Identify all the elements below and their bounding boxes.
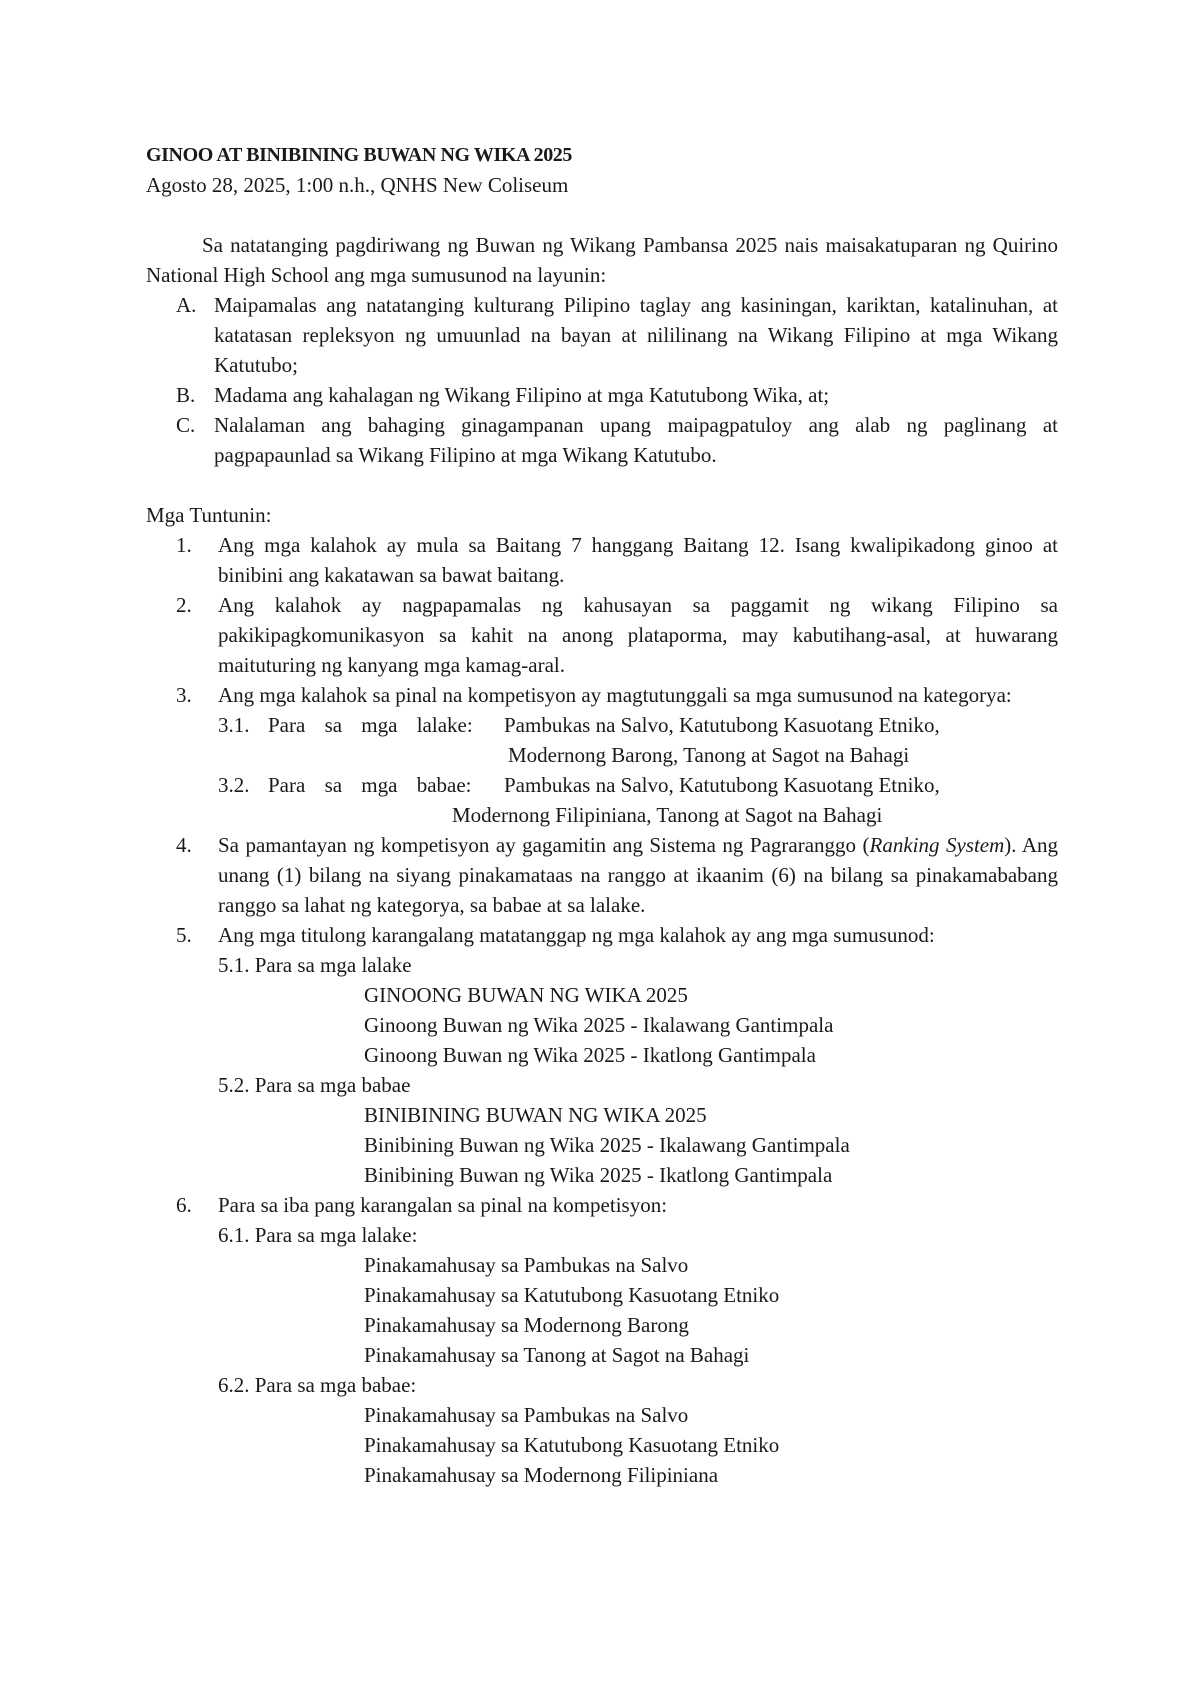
document-page [146, 140, 1058, 1490]
rule-text [218, 830, 1058, 920]
title-group-label: 5.1. Para sa mga lalake [218, 953, 412, 977]
objective-text: Nalalaman ang bahaging ginagampanan upang maipagpatuloy ang alab ng paglinang at pagpapaunlad sa Wikang Filipino at mga Wikang Katutubo. [214, 413, 1058, 467]
special-award-group [218, 1370, 1058, 1490]
award-title: GINOONG BUWAN NG WIKA 2025 [364, 983, 688, 1007]
rule-marker: 1. [176, 533, 192, 557]
category-events: Pambukas na Salvo, Katutubong Kasuotang Etniko, [504, 713, 940, 737]
rule-marker: 4. [176, 833, 192, 857]
rule-text: Ang mga titulong karangalang matatanggap ng mga kalahok ay ang mga sumusunod: [218, 923, 935, 947]
objective-text: Madama ang kahalagan ng Wikang Filipino at mga Katutubong Wika, at; [214, 383, 830, 407]
rule-text-end: ). Ang unang (1) bilang na siyang pinakamataas na ranggo at ikaanim (6) na bilang sa pinakamababang ranggo sa lahat ng kategorya, sa babae at sa lalake. [218, 833, 1059, 917]
award-title: Binibining Buwan ng Wika 2025 - Ikalawang Gantimpala [364, 1133, 850, 1157]
special-award-group-label: 6.1. Para sa mga lalake: [218, 1223, 418, 1247]
title-group [218, 1070, 1058, 1190]
objective-text: Maipamalas ang natatanging kulturang Pilipino taglay ang kasiningan, kariktan, katalinuhan, at katatasan repleksyon ng umuunlad na bayan at nililinang na Wikang Filipino at mga Wikang Katutubo; [214, 293, 1058, 377]
objective-marker: B. [176, 383, 196, 407]
category-item [218, 770, 1058, 830]
rule-marker: 2. [176, 593, 192, 617]
category-label: Para sa mga babae: [268, 773, 472, 797]
rule-item [176, 1190, 1058, 1220]
event-details: Agosto 28, 2025, 1:00 n.h., QNHS New Coliseum [146, 173, 569, 197]
rule-text: Ang mga kalahok sa pinal na kompetisyon ay magtutunggali sa mga sumusunod na kategorya: [218, 683, 1012, 707]
special-award: Pinakamahusay sa Tanong at Sagot na Bahagi [364, 1343, 750, 1367]
rule-text: Para sa iba pang karangalan sa pinal na kompetisyon: [218, 1193, 668, 1217]
rules-heading: Mga Tuntunin: [146, 503, 272, 527]
rule-item [176, 590, 1058, 680]
special-award-group-label: 6.2. Para sa mga babae: [218, 1373, 417, 1397]
category-events-continued: Modernong Barong, Tanong at Sagot na Bahagi [508, 743, 910, 767]
rule-marker: 3. [176, 683, 192, 707]
special-award: Pinakamahusay sa Pambukas na Salvo [364, 1403, 689, 1427]
award-title: BINIBINING BUWAN NG WIKA 2025 [364, 1103, 707, 1127]
category-item [218, 710, 1058, 770]
intro-paragraph: Sa natatanging pagdiriwang ng Buwan ng Wikang Pambansa 2025 nais maisakatuparan ng Quirino National High School ang mga sumusunod na layunin: [146, 233, 1058, 287]
rule-text-start: Sa pamantayan ng kompetisyon ay gagamitin ang Sistema ng Pagraranggo ( [218, 833, 870, 857]
title-group-label: 5.2. Para sa mga babae [218, 1073, 411, 1097]
category-events: Pambukas na Salvo, Katutubong Kasuotang Etniko, [504, 773, 940, 797]
title-group [218, 950, 1058, 1070]
category-marker: 3.1. [218, 713, 250, 737]
rule-item [176, 530, 1058, 590]
category-marker: 3.2. [218, 773, 250, 797]
award-title: Ginoong Buwan ng Wika 2025 - Ikatlong Gantimpala [364, 1043, 816, 1067]
category-events-continued: Modernong Filipiniana, Tanong at Sagot na Bahagi [452, 803, 883, 827]
rule-text-italic: Ranking System [869, 833, 1005, 857]
rule-marker: 6. [176, 1193, 192, 1217]
objective-marker: C. [176, 413, 196, 437]
special-award: Pinakamahusay sa Katutubong Kasuotang Etniko [364, 1283, 780, 1307]
rule-text: Ang mga kalahok ay mula sa Baitang 7 hanggang Baitang 12. Isang kwalipikadong ginoo at binibini ang kakatawan sa bawat baitang. [218, 533, 1058, 587]
special-award: Pinakamahusay sa Katutubong Kasuotang Etniko [364, 1433, 780, 1457]
objective-item [176, 380, 1058, 410]
award-title: Ginoong Buwan ng Wika 2025 - Ikalawang Gantimpala [364, 1013, 834, 1037]
rule-item [176, 830, 1058, 920]
objective-marker: A. [176, 293, 197, 317]
special-award: Pinakamahusay sa Modernong Barong [364, 1313, 689, 1337]
award-title: Binibining Buwan ng Wika 2025 - Ikatlong Gantimpala [364, 1163, 833, 1187]
objective-item [176, 290, 1058, 380]
rule-item [176, 680, 1058, 710]
rule-item [176, 920, 1058, 950]
objective-item [176, 410, 1058, 470]
special-award: Pinakamahusay sa Modernong Filipiniana [364, 1463, 719, 1487]
rule-marker: 5. [176, 923, 192, 947]
special-award: Pinakamahusay sa Pambukas na Salvo [364, 1253, 689, 1277]
category-label: Para sa mga lalake: [268, 713, 473, 737]
special-award-group [218, 1220, 1058, 1370]
rule-text: Ang kalahok ay nagpapamalas ng kahusayan sa paggamit ng wikang Filipino sa pakikipagkomunikasyon sa kahit na anong plataporma, may kabutihang-asal, at huwarang maituturing ng kanyang mga kamag-aral. [218, 593, 1058, 677]
document-title: GINOO AT BINIBINING BUWAN NG WIKA 2025 [146, 144, 573, 166]
